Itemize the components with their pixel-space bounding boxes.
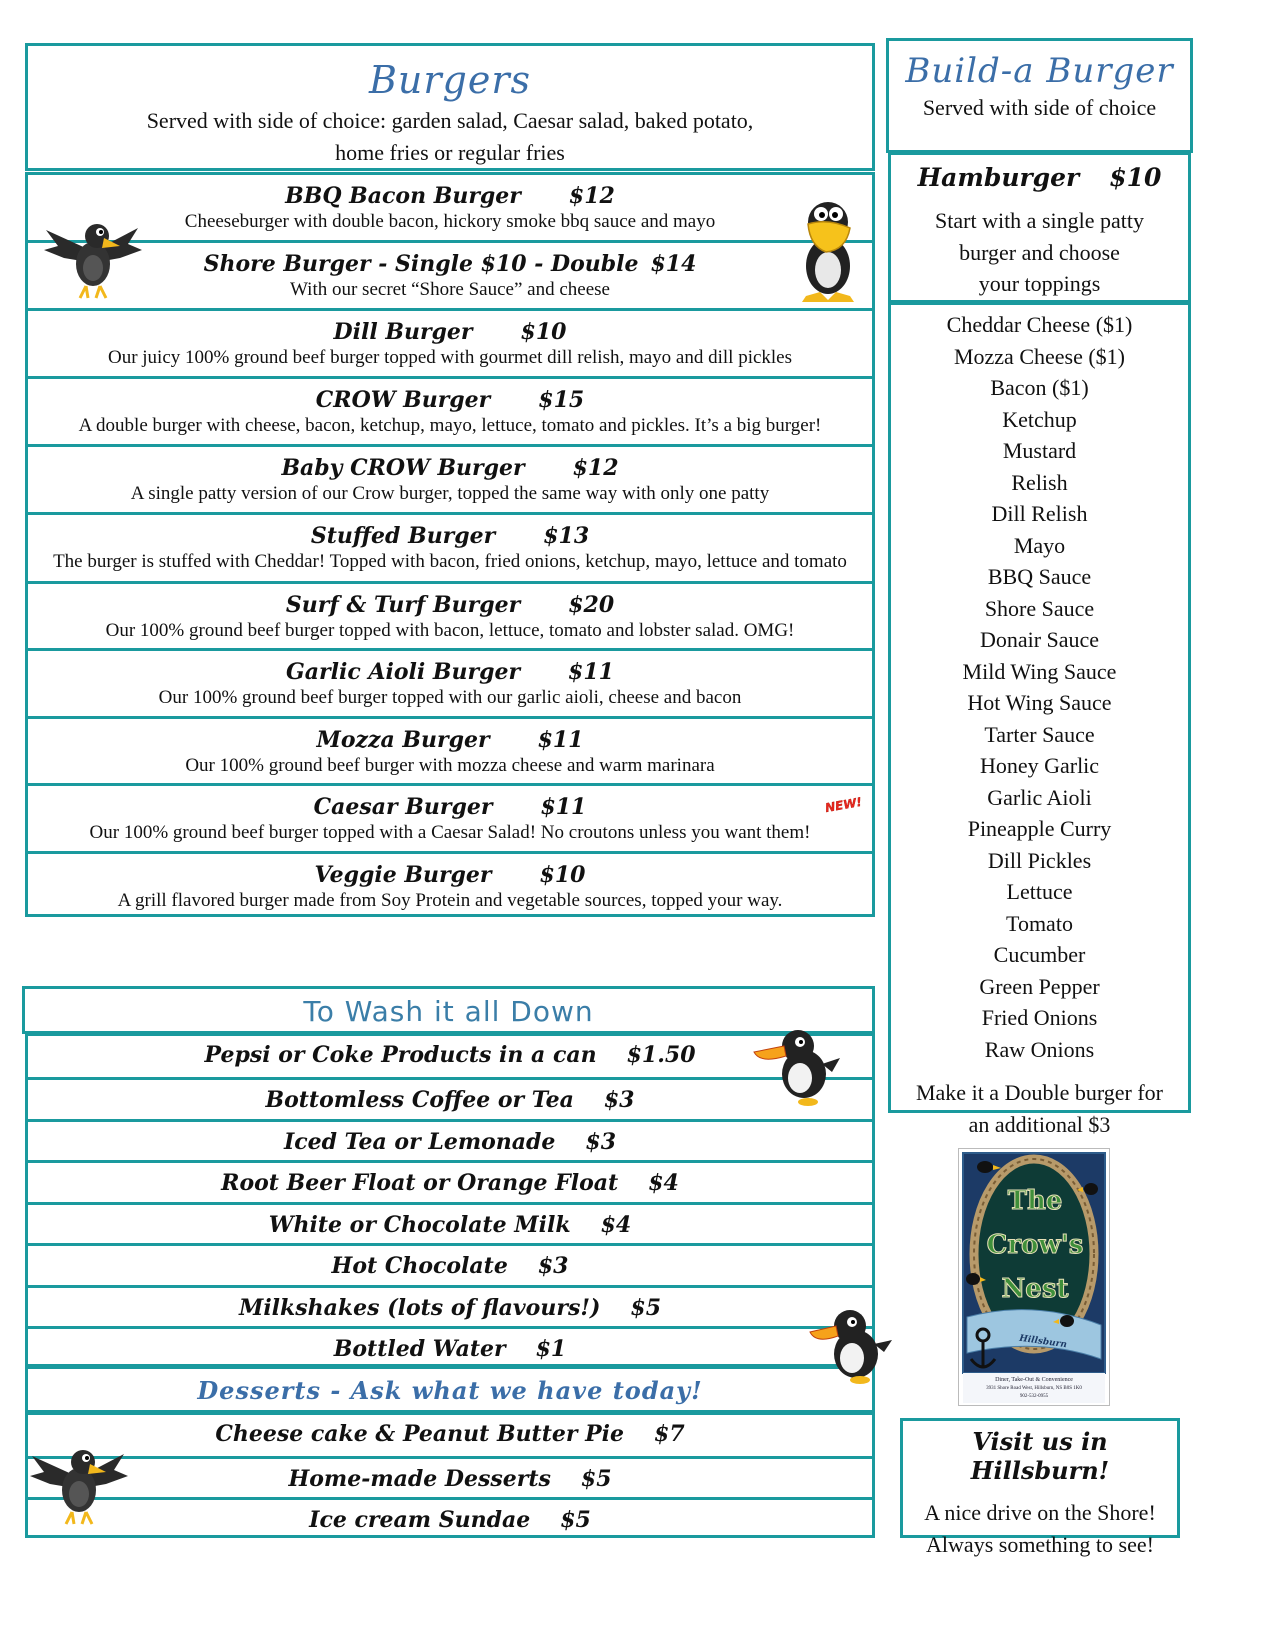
toucan-icon	[788, 196, 868, 308]
visit-line1: A nice drive on the Shore!	[924, 1500, 1156, 1525]
list-item	[28, 716, 872, 783]
topping-item: BBQ Sauce	[987, 564, 1092, 589]
list-item	[28, 1285, 872, 1326]
topping-item: Mozza Cheese ($1)	[953, 343, 1126, 369]
topping-item: Mustard	[1002, 438, 1077, 463]
item-price: $3	[585, 1129, 617, 1155]
desserts-list	[25, 1412, 875, 1538]
hamburger-price: $10	[1109, 163, 1162, 192]
logo-town: Hillsburn	[1018, 1333, 1068, 1351]
item-description: Our 100% ground beef burger topped with bacon, lettuce, tomato and lobster salad. OMG!	[105, 620, 795, 641]
topping-item: Mayo	[1013, 532, 1066, 558]
item-price: $1.50	[626, 1042, 696, 1068]
list-item	[28, 1243, 872, 1285]
item-name: Baby CROW Burger	[281, 455, 525, 481]
puffin-icon	[808, 1306, 894, 1386]
item-price: $12	[568, 183, 615, 209]
list-item	[28, 581, 872, 648]
item-description: With our secret “Shore Sauce” and cheese	[290, 279, 610, 300]
item-price: $3	[537, 1253, 569, 1279]
desserts-header	[25, 1366, 875, 1413]
topping-item: Dill Pickles	[987, 847, 1092, 873]
item-name: Bottled Water	[333, 1336, 506, 1362]
list-item	[28, 1160, 872, 1202]
topping-item: Garlic Aioli	[987, 784, 1092, 810]
topping-item: Cheddar Cheese ($1)	[946, 312, 1133, 337]
list-item	[28, 1119, 872, 1160]
item-name: Ice cream Sundae	[309, 1507, 531, 1533]
item-name: Dill Burger	[333, 319, 473, 345]
item-description: A double burger with cheese, bacon, ketchup, mayo, lettuce, tomato and pickles. It’s a big burger!	[78, 415, 822, 436]
item-name: Veggie Burger	[314, 862, 492, 888]
burgers-header	[25, 43, 875, 171]
item-name: White or Chocolate Milk	[268, 1212, 571, 1238]
item-name: Root Beer Float or Orange Float	[221, 1170, 619, 1196]
item-price: $10	[539, 862, 586, 888]
topping-item: Bacon ($1)	[990, 375, 1089, 400]
build-intro-line: burger and choose	[959, 239, 1120, 265]
item-name: Pepsi or Coke Products in a can	[204, 1042, 597, 1068]
new-badge: NEW!	[824, 794, 863, 816]
topping-item: Tarter Sauce	[984, 721, 1095, 747]
item-name: Cheese cake & Peanut Butter Pie	[215, 1421, 625, 1447]
item-price: $13	[543, 523, 590, 549]
topping-item: Cucumber	[993, 942, 1086, 967]
topping-item: Pineapple Curry	[967, 816, 1112, 841]
list-item	[28, 512, 872, 581]
item-name: Home-made Desserts	[288, 1466, 551, 1492]
topping-item: Ketchup	[1002, 406, 1077, 432]
item-name: Iced Tea or Lemonade	[283, 1129, 556, 1155]
topping-item: Fried Onions	[981, 1005, 1098, 1030]
list-item	[28, 444, 872, 512]
burgers-title: Burgers	[368, 58, 532, 102]
build-subtitle: Served with side of choice	[922, 95, 1157, 120]
item-price: $5	[560, 1507, 591, 1533]
item-name: Caesar Burger	[313, 794, 493, 820]
list-item	[28, 1036, 872, 1077]
puffin-icon	[752, 1024, 842, 1108]
list-item	[28, 783, 872, 851]
visit-title: Visit us in Hillsburn!	[970, 1427, 1110, 1485]
list-item	[28, 308, 872, 376]
list-item	[28, 851, 872, 917]
item-description: Our juicy 100% ground beef burger topped with gourmet dill relish, mayo and dill pickles	[107, 347, 793, 368]
crow-icon	[40, 210, 144, 302]
logo-name: The Crow's Nest	[986, 1186, 1084, 1304]
topping-item: Relish	[1011, 469, 1068, 495]
list-item	[28, 1077, 872, 1119]
item-name: CROW Burger	[315, 387, 491, 413]
item-price: $3	[603, 1087, 635, 1113]
item-name: Garlic Aioli Burger	[286, 659, 521, 685]
item-description: Our 100% ground beef burger with mozza cheese and warm marinara	[185, 755, 715, 776]
crows-nest-logo	[958, 1148, 1110, 1406]
item-price: $10	[520, 319, 567, 345]
item-description: Our 100% ground beef burger topped with a Caesar Salad! No croutons unless you want them!	[89, 822, 811, 843]
drinks-list	[25, 1033, 875, 1367]
logo-phone: 902-532-0955	[1019, 1394, 1049, 1399]
hamburger-name: Hamburger	[917, 163, 1080, 192]
logo-address: 3931 Shore Road West, Hillsburn, NS B0S 1K0	[986, 1386, 1082, 1391]
item-name: Hot Chocolate	[331, 1253, 508, 1279]
item-price: $5	[580, 1466, 612, 1492]
topping-item: Tomato	[1006, 910, 1073, 936]
topping-item: Honey Garlic	[979, 753, 1100, 778]
burgers-list	[25, 172, 875, 917]
list-item	[28, 1456, 872, 1497]
hamburger-heading	[891, 163, 1188, 192]
topping-item: Mild Wing Sauce	[962, 658, 1117, 684]
item-price: $14	[650, 251, 697, 277]
burgers-subtitle-line2: home fries or regular fries	[335, 140, 565, 165]
build-hamburger	[888, 152, 1191, 303]
topping-item: Hot Wing Sauce	[967, 690, 1112, 715]
list-item	[28, 175, 872, 242]
item-name: Mozza Burger	[316, 727, 490, 753]
item-name: BBQ Bacon Burger	[285, 183, 521, 209]
item-price: $1	[535, 1336, 567, 1362]
logo-tagline: Diner, Take-Out & Convenience	[995, 1377, 1073, 1383]
drinks-title: To Wash it all Down	[303, 995, 594, 1028]
item-name: Bottomless Coffee or Tea	[265, 1087, 574, 1113]
item-description: Cheeseburger with double bacon, hickory smoke bbq sauce and mayo	[184, 211, 716, 232]
item-name: Shore Burger - Single $10 - Double	[203, 251, 639, 277]
build-toppings	[888, 302, 1191, 1137]
double-note-line1: Make it a Double burger for	[915, 1080, 1164, 1105]
build-header	[886, 38, 1193, 153]
item-price: $5	[630, 1295, 662, 1321]
item-name: Milkshakes (lots of flavours!)	[238, 1295, 601, 1321]
topping-item: Green Pepper	[979, 973, 1100, 999]
item-price: $11	[568, 659, 614, 685]
item-price: $15	[538, 387, 585, 413]
desserts-title: Desserts - Ask what we have today!	[197, 1376, 703, 1405]
list-item	[28, 1415, 872, 1456]
item-description: Our 100% ground beef burger topped with our garlic aioli, cheese and bacon	[158, 687, 742, 708]
build-intro-line: Start with a single patty	[935, 208, 1144, 233]
visit-box	[900, 1418, 1180, 1557]
topping-item: Lettuce	[1006, 879, 1073, 904]
item-price: $4	[648, 1170, 679, 1196]
item-description: A grill flavored burger made from Soy Protein and vegetable sources, topped your way.	[117, 890, 783, 911]
item-price: $20	[568, 592, 615, 618]
burgers-subtitle-line1: Served with side of choice: garden salad, Caesar salad, baked potato,	[146, 108, 754, 133]
item-price: $7	[654, 1421, 685, 1447]
build-title: Build-a Burger	[905, 51, 1174, 91]
item-price: $4	[600, 1212, 632, 1238]
list-item	[28, 1202, 872, 1243]
list-item	[28, 648, 872, 716]
item-description: A single patty version of our Crow burger, topped the same way with only one patty	[130, 483, 770, 504]
item-price: $12	[572, 455, 619, 481]
crow-icon	[26, 1436, 130, 1528]
item-price: $11	[537, 727, 584, 753]
double-note-line2: an additional $3	[968, 1111, 1111, 1137]
build-intro-line: your toppings	[978, 271, 1101, 296]
list-item	[28, 240, 872, 308]
topping-item: Donair Sauce	[979, 627, 1100, 652]
topping-item: Raw Onions	[984, 1036, 1095, 1062]
list-item	[28, 1497, 872, 1538]
item-description: The burger is stuffed with Cheddar! Topped with bacon, fried onions, ketchup, mayo, lettuce and tomato	[53, 551, 847, 572]
item-name: Surf & Turf Burger	[285, 592, 521, 618]
list-item	[28, 376, 872, 444]
toppings-list	[891, 309, 1188, 1065]
item-price: $11	[540, 794, 587, 820]
visit-line2: Always something to see!	[926, 1531, 1154, 1557]
item-name: Stuffed Burger	[310, 523, 496, 549]
topping-item: Shore Sauce	[984, 595, 1095, 621]
drinks-header	[22, 986, 875, 1034]
list-item	[28, 1326, 872, 1367]
topping-item: Dill Relish	[991, 501, 1088, 526]
